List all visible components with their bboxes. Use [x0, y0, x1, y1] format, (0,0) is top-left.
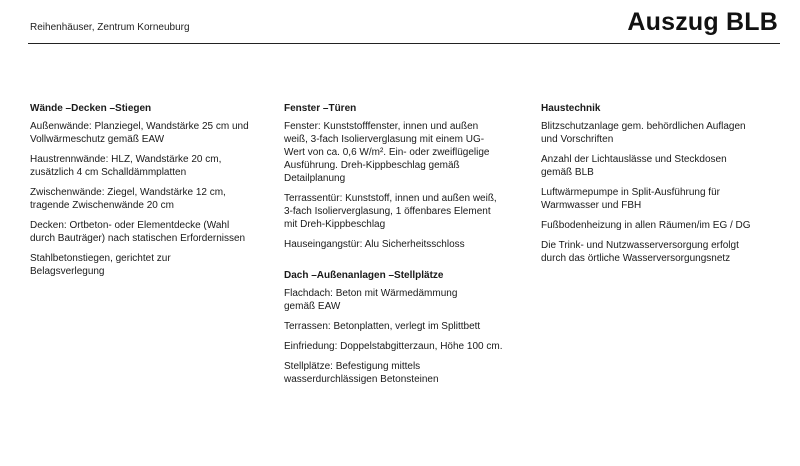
document-title: Auszug BLB	[627, 8, 778, 36]
spec-entry: Stahlbetonstiegen, gerichtet zur Belagsverlegung	[30, 253, 171, 277]
section-roof-exterior-parking	[284, 269, 529, 386]
spec-entry: Einfriedung: Doppelstabgitterzaun, Höhe 100 cm.	[284, 341, 503, 352]
spec-entry: Haustrennwände: HLZ, Wandstärke 20 cm, zusätzlich 4 cm Schalldämmplatten	[30, 154, 222, 178]
section-heading: Haustechnik	[541, 103, 601, 114]
spec-entry: Luftwärmepumpe in Split-Ausführung für Warmwasser und FBH	[541, 187, 720, 211]
column-walls	[30, 102, 275, 285]
spec-entry: Blitzschutzanlage gem. behördlichen Auflagen und Vorschriften	[541, 121, 746, 145]
page-header	[0, 0, 800, 46]
spec-entry: Decken: Ortbeton- oder Elementdecke (Wahl durch Bauträger) nach statischen Erfordernissen	[30, 220, 246, 244]
section-heading: Dach –Außenanlagen –Stellplätze	[284, 270, 444, 281]
spec-entry: Außenwände: Planziegel, Wandstärke 25 cm und Vollwärmeschutz gemäß EAW	[30, 121, 249, 145]
header-divider	[28, 43, 780, 44]
section-windows-doors	[284, 102, 529, 251]
document-subtitle: Reihenhäuser, Zentrum Korneuburg	[30, 22, 190, 33]
spec-entry: Die Trink- und Nutzwasserversorgung erfolgt durch das örtliche Wasserversorgungsnetz	[541, 240, 739, 264]
section-walls	[30, 102, 275, 278]
section-heading: Wände –Decken –Stiegen	[30, 103, 152, 114]
section-heading: Fenster –Türen	[284, 103, 357, 114]
spec-entry: Terrassentür: Kunststoff, innen und außen weiß, 3-fach Isolierverglasung, 1 öffenbares Element mit Dreh-Kippbeschlag	[284, 193, 497, 230]
spec-entry: Zwischenwände: Ziegel, Wandstärke 12 cm, tragende Zwischenwände 20 cm	[30, 187, 226, 211]
spec-entry: Flachdach: Beton mit Wärmedämmung gemäß EAW	[284, 288, 458, 312]
column-building-services	[541, 102, 786, 272]
section-building-services	[541, 102, 786, 265]
column-windows-roof	[284, 102, 529, 393]
spec-entry: Terrassen: Betonplatten, verlegt im Splittbett	[284, 321, 481, 332]
spec-entry: Fenster: Kunststofffenster, innen und außen weiß, 3-fach Isolierverglasung mit einem UG- Wert von ca. 0,6 W/m². Ein- oder zweiflügelige Ausführung. Dreh-Kippbeschlag gemäß Detailplanung	[284, 121, 490, 184]
spec-entry: Fußbodenheizung in allen Räumen/im EG / DG	[541, 220, 751, 231]
spec-entry: Anzahl der Lichtauslässe und Steckdosen gemäß BLB	[541, 154, 727, 178]
spec-entry: Hauseingangstür: Alu Sicherheitsschloss	[284, 239, 465, 250]
spec-entry: Stellplätze: Befestigung mittels wasserdurchlässigen Betonsteinen	[284, 361, 439, 385]
